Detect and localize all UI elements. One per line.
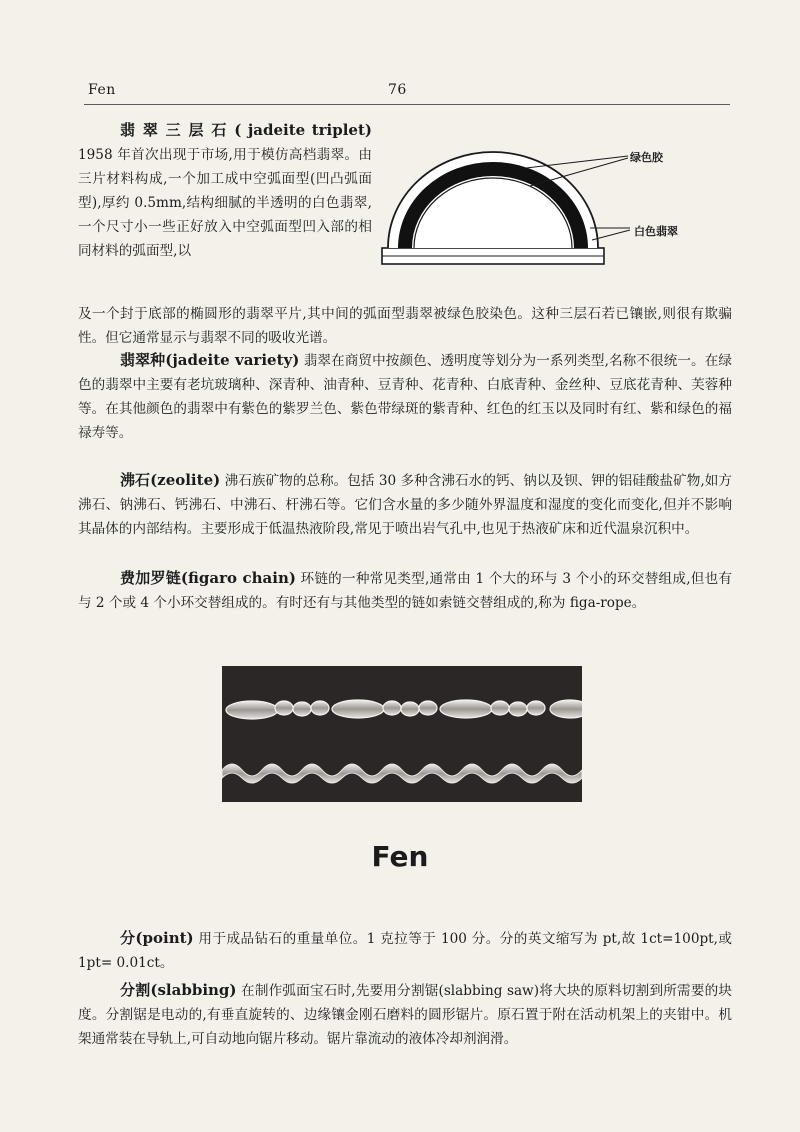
entry-head: 翡 翠 三 层 石 ( jadeite triplet) bbox=[120, 121, 372, 139]
entry-text: 环链的一种常见类型,通常由 1 个大的环与 3 个小的环交替组成,但也有与 2 个或 4 个小环交替组成的。有时还有与其他类型的链如索链交替组成的,称为 figa-rope。 bbox=[78, 571, 732, 611]
triplet-diagram bbox=[378, 140, 730, 280]
triplet-cross-section bbox=[378, 140, 730, 280]
entry-jadeite-variety bbox=[78, 348, 732, 445]
entry-jadeite-triplet-continued bbox=[78, 302, 732, 350]
entry-head: 沸石(zeolite) bbox=[120, 471, 221, 489]
entry-figaro-chain bbox=[78, 566, 732, 615]
entry-head: 费加罗链(figaro chain) bbox=[120, 569, 296, 587]
entry-head: 分(point) bbox=[120, 929, 194, 947]
entry-text: 在制作弧面宝石时,先要用分割锯(slabbing saw)将大块的原料切割到所需要的块度。分割锯是电动的,有垂直旋转的、边缘镶金刚石磨料的圆形锯片。原石置于附在活动机架上的夹钳中。机架通常装在导轨上,可自动地向锯片移动。锯片靠流动的液体冷却剂润滑。 bbox=[78, 983, 732, 1047]
entry-zeolite bbox=[78, 468, 732, 541]
entry-jadeite-triplet bbox=[78, 118, 372, 263]
entry-head: 分割(slabbing) bbox=[120, 981, 237, 999]
entry-text: 沸石族矿物的总称。包括 30 多种含沸石水的钙、钠以及钡、钾的铝硅酸盐矿物,如方沸石、钠沸石、钙沸石、中沸石、杆沸石等。它们含水量的多少随外界温度和湿度的变化而变化,但并不影响其晶体的内部结构。主要形成于低温热液阶段,常见于喷出岩气孔中,也见于热液矿床和近代温泉沉积中。 bbox=[78, 473, 732, 537]
label-green-glue: 绿色胶 bbox=[630, 151, 663, 164]
entry-text: 用于成品钻石的重量单位。1 克拉等于 100 分。分的英文缩写为 pt,故 1ct=100pt,或 1pt= 0.01ct。 bbox=[78, 931, 732, 971]
entry-slabbing bbox=[78, 978, 732, 1051]
running-header-word: Fen bbox=[88, 82, 116, 98]
entry-head: 翡翠种(jadeite variety) bbox=[120, 351, 300, 369]
figaro-chain-photo bbox=[222, 666, 582, 802]
entry-point bbox=[78, 926, 732, 975]
label-white-jadeite: 白色翡翠 bbox=[634, 225, 678, 238]
header-rule bbox=[84, 104, 730, 105]
chain-illustration bbox=[222, 666, 582, 802]
section-title: Fen bbox=[371, 840, 429, 873]
entry-text: 及一个封于底部的椭圆形的翡翠平片,其中间的弧面型翡翠被绿色胶染色。这种三层石若已镶嵌,则很有欺骗性。但它通常显示与翡翠不同的吸收光谱。 bbox=[78, 306, 732, 346]
page-number: 76 bbox=[388, 82, 407, 98]
entry-text: 1958 年首次出现于市场,用于模仿高档翡翠。由三片材料构成,一个加工成中空弧面型(凹凸弧面型),厚约 0.5mm,结构细腻的半透明的白色翡翠,一个尺寸小一些正好放入中空弧面型凹入部的相同材料的弧面型,以 bbox=[78, 147, 372, 259]
entry-text: 翡翠在商贸中按颜色、透明度等划分为一系列类型,名称不很统一。在绿色的翡翠中主要有老坑玻璃种、深青种、油青种、豆青种、花青种、白底青种、金丝种、豆底花青种、芙蓉种等。在其他颜色的翡翠中有紫色的紫罗兰色、紫色带绿斑的紫青种、红色的红玉以及同时有红、紫和绿色的福禄寿等。 bbox=[78, 353, 732, 441]
